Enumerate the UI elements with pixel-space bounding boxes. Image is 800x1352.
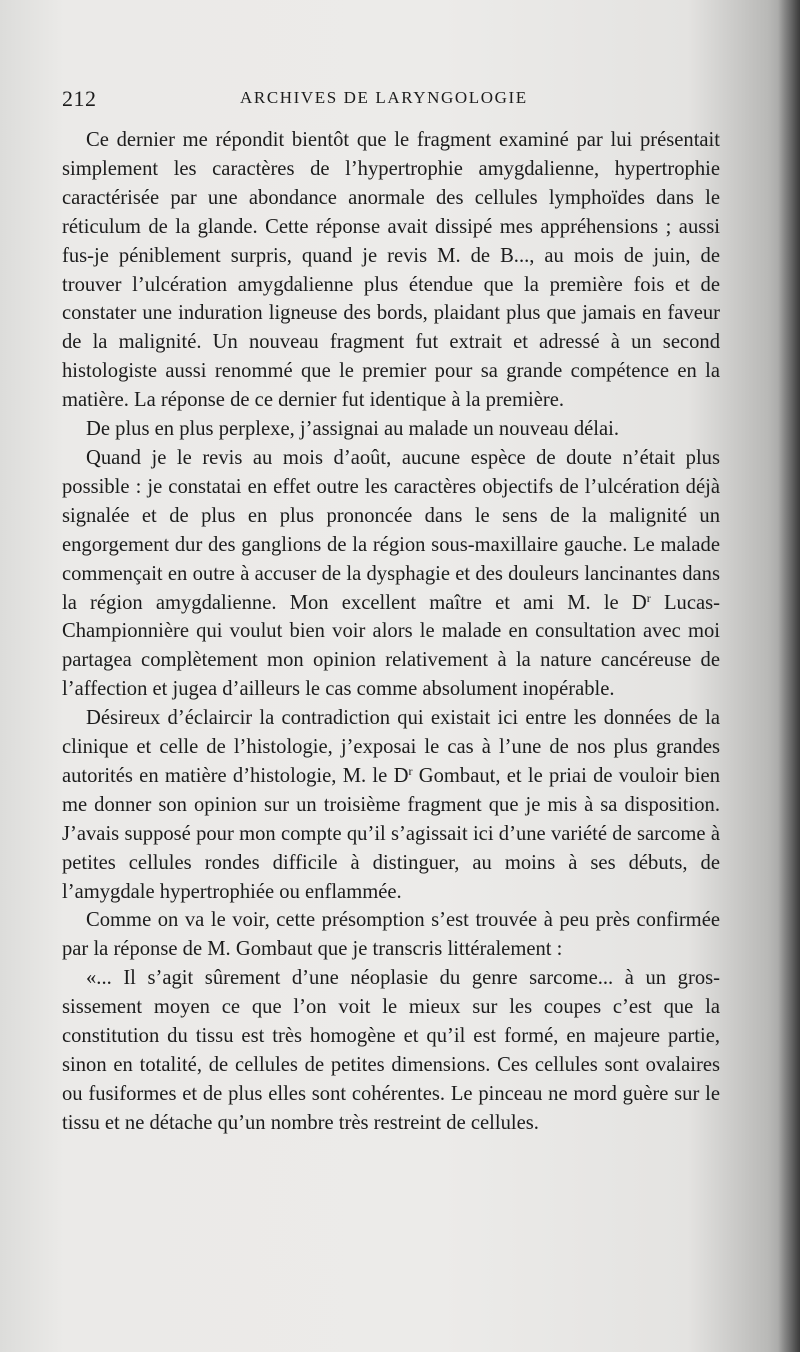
paragraph-text: Lucas-Championnière qui voulut bien voir alors le malade en consultation avec moi partagea complètement mon opinion relativement à la nature cancéreuse de l’affection et jugea d’ailleurs le cas comme absolument inopérable. bbox=[62, 591, 720, 701]
quotation-paragraph: «... Il s’agit sûrement d’une néoplasie du genre sarcome... à un grossissement moyen ce que l’on voit le mieux sur les coupes c’est que la constitution du tissu est très homogène et qu’il est formé, en majeure partie, sinon en totalité, de cellules de petites dimensions. Ces cellules sont ovalaires ou fusiformes et de plus elles sont cohérentes. Le pinceau ne mord guère sur le tissu et ne détache qu’un nombre très restreint de cellules. bbox=[62, 967, 720, 1134]
page-header bbox=[62, 86, 722, 116]
paragraph: De plus en plus perplexe, j’assignai au malade un nouveau délai. bbox=[86, 418, 619, 441]
paragraph bbox=[62, 704, 720, 906]
body-text bbox=[62, 126, 720, 1138]
paragraph-text: Gombaut, et le priai de vouloir bien me donner son opinion sur un troisième fragment que je mis à sa disposition. J’avais supposé pour mon compte qu’il s’agissait ici d’une variété de sarcome à petites cellules rondes difficile à distinguer, au moins à ses débuts, de l’amygdale hypertrophiée ou enflammée. bbox=[62, 764, 720, 903]
page-number: 212 bbox=[62, 86, 97, 111]
paragraph: Ce dernier me répondit bientôt que le fragment examiné par lui présentait simplement les caractères de l’hypertrophie amygdalienne, hypertrophie caractérisée par une abondance anormale des cellules lymphoïdes dans le réticulum de la glande. Cette réponse avait dissipé mes appréhensions ; aussi fus-je péniblement surpris, quand je revis M. de B..., au mois de juin, de trouver l’ulcération amygdalienne plus étendue que la première fois et de constater une induration ligneuse des bords, plaidant plus que jamais en faveur de la malignité. Un nouveau fragment fut extrait et adressé à un second histologiste aussi renommé que le premier pour sa grande compétence en la matière. La réponse de ce dernier fut identique à la première. bbox=[62, 129, 720, 412]
superscript: r bbox=[408, 763, 413, 778]
superscript: r bbox=[646, 590, 651, 605]
paragraph-text: Quand je le revis au mois d’août, aucune espèce de doute n’était plus possible : je constatai en effet outre les caractères objectifs de l’ulcération déjà signalée et de plus en plus prononcée dans le sens de la malignité un engorgement dur des ganglions de la région sous-maxillaire gauche. Le malade commençait en outre à accuser de la dysphagie et des douleurs lancinantes dans la région amygdalienne. Mon excellent maître et ami M. le D bbox=[62, 446, 720, 614]
paragraph bbox=[62, 444, 720, 704]
page-gutter-shadow bbox=[778, 0, 800, 1352]
running-title: ARCHIVES DE LARYNGOLOGIE bbox=[240, 88, 528, 107]
paragraph: Comme on va le voir, cette présomption s’est trouvée à peu près confirmée par la réponse de M. Gombaut que je transcris littéralement : bbox=[62, 909, 720, 961]
paragraph-text: Désireux d’éclaircir la contradiction qui existait ici entre les données de la clinique et celle de l’histologie, j’exposai le cas à l’une de nos plus grandes autorités en matière d’histologie, M. le D bbox=[62, 707, 720, 787]
